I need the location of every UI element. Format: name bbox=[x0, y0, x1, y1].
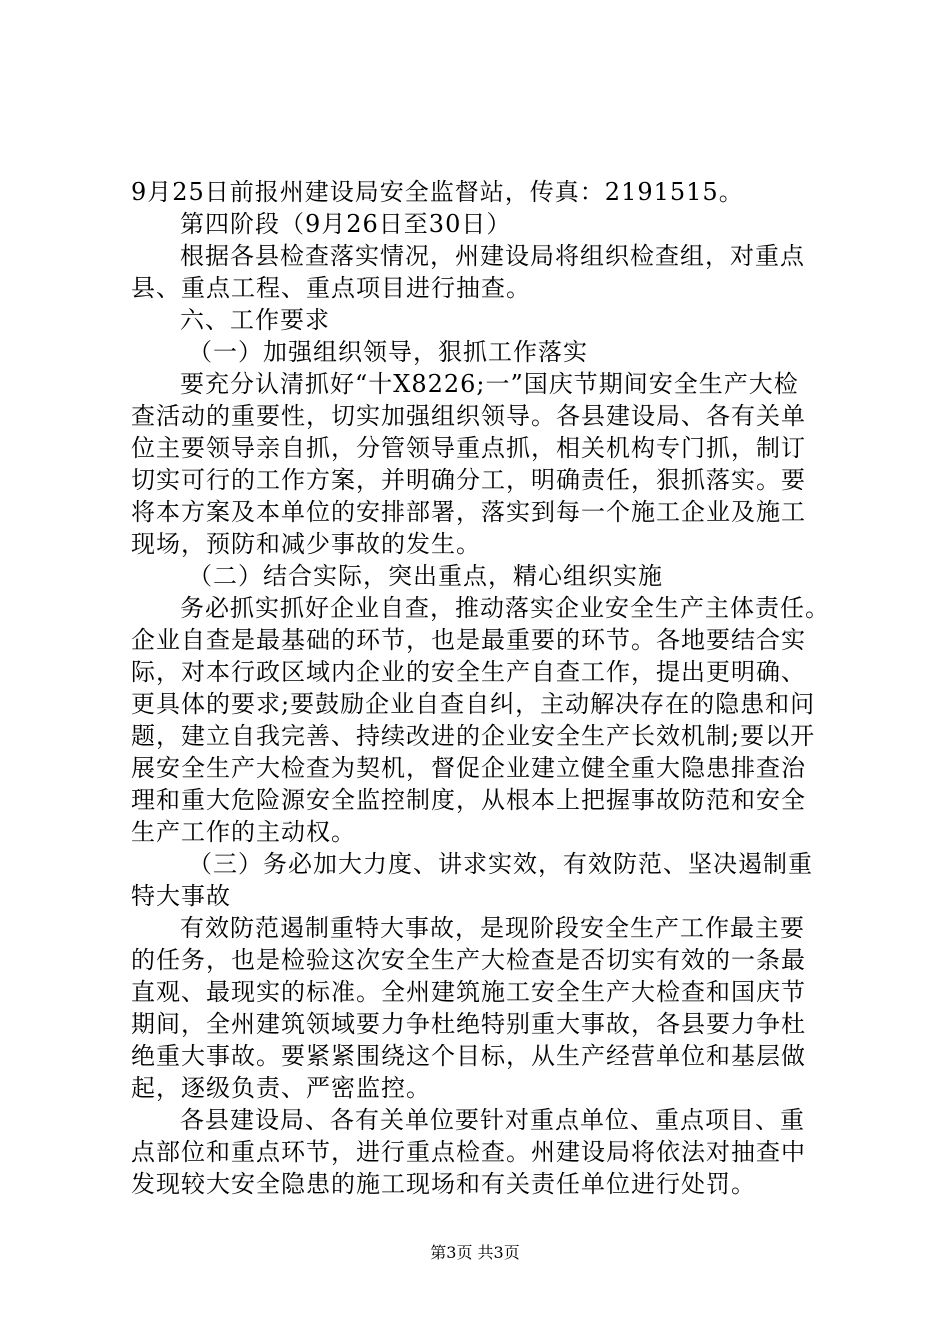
body-line: 期间，全州建筑领域要力争杜绝特别重大事故，各县要力争杜 bbox=[131, 1010, 806, 1038]
body-line: 直观、最现实的标准。全州建筑施工安全生产大检查和国庆节 bbox=[131, 978, 806, 1006]
page-footer: 第3页 共3页 bbox=[430, 1243, 520, 1262]
body-line: 理和重大危险源安全监控制度，从根本上把握事故防范和安全 bbox=[131, 786, 806, 814]
body-line: 要充分认清抓好“十X8226;一”国庆节期间安全生产大检 bbox=[180, 370, 799, 398]
body-line: 更具体的要求;要鼓励企业自查自纠，主动解决存在的隐患和问 bbox=[131, 690, 816, 718]
body-line: 位主要领导亲自抓，分管领导重点抓，相关机构专门抓，制订 bbox=[131, 434, 806, 462]
body-line: 有效防范遏制重特大事故，是现阶段安全生产工作最主要 bbox=[180, 914, 805, 942]
body-line: 生产工作的主动权。 bbox=[131, 818, 356, 846]
subsection-heading: （一）加强组织领导，狠抓工作落实 bbox=[188, 338, 588, 366]
body-line: 发现较大安全隐患的施工现场和有关责任单位进行处罚。 bbox=[131, 1170, 756, 1198]
body-line: 的任务，也是检验这次安全生产大检查是否切实有效的一条最 bbox=[131, 946, 806, 974]
body-line: 绝重大事故。要紧紧围绕这个目标，从生产经营单位和基层做 bbox=[131, 1042, 806, 1070]
body-line: 切实可行的工作方案，并明确分工，明确责任，狠抓落实。要 bbox=[131, 466, 806, 494]
subsection-heading: （三）务必加大力度、讲求实效，有效防范、坚决遏制重 bbox=[188, 850, 813, 878]
body-line: 各县建设局、各有关单位要针对重点单位、重点项目、重 bbox=[180, 1106, 805, 1134]
section-heading: 第四阶段（9月26日至30日） bbox=[180, 210, 512, 238]
body-line: 际，对本行政区域内企业的安全生产自查工作，提出更明确、 bbox=[131, 658, 806, 686]
body-line: 起，逐级负责、严密监控。 bbox=[131, 1074, 431, 1102]
body-line: 展安全生产大检查为契机，督促企业建立健全重大隐患排查治 bbox=[131, 754, 806, 782]
subsection-heading-continued: 特大事故 bbox=[131, 882, 231, 910]
body-line: 根据各县检查落实情况，州建设局将组织检查组，对重点 bbox=[180, 242, 805, 270]
body-line: 现场，预防和减少事故的发生。 bbox=[131, 530, 481, 558]
subsection-heading: （二）结合实际，突出重点，精心组织实施 bbox=[188, 562, 663, 590]
body-line: 查活动的重要性，切实加强组织领导。各县建设局、各有关单 bbox=[131, 402, 806, 430]
body-line: 县、重点工程、重点项目进行抽查。 bbox=[131, 274, 531, 302]
body-line: 9月25日前报州建设局安全监督站，传真：2191515。 bbox=[131, 178, 744, 206]
body-line: 务必抓实抓好企业自查，推动落实企业安全生产主体责任。 bbox=[180, 594, 830, 622]
body-line: 将本方案及本单位的安排部署，落实到每一个施工企业及施工 bbox=[131, 498, 806, 526]
body-line: 企业自查是最基础的环节，也是最重要的环节。各地要结合实 bbox=[131, 626, 806, 654]
body-line: 点部位和重点环节，进行重点检查。州建设局将依法对抽查中 bbox=[131, 1138, 806, 1166]
body-line: 题，建立自我完善、持续改进的企业安全生产长效机制;要以开 bbox=[131, 722, 816, 750]
section-heading: 六、工作要求 bbox=[180, 306, 330, 334]
